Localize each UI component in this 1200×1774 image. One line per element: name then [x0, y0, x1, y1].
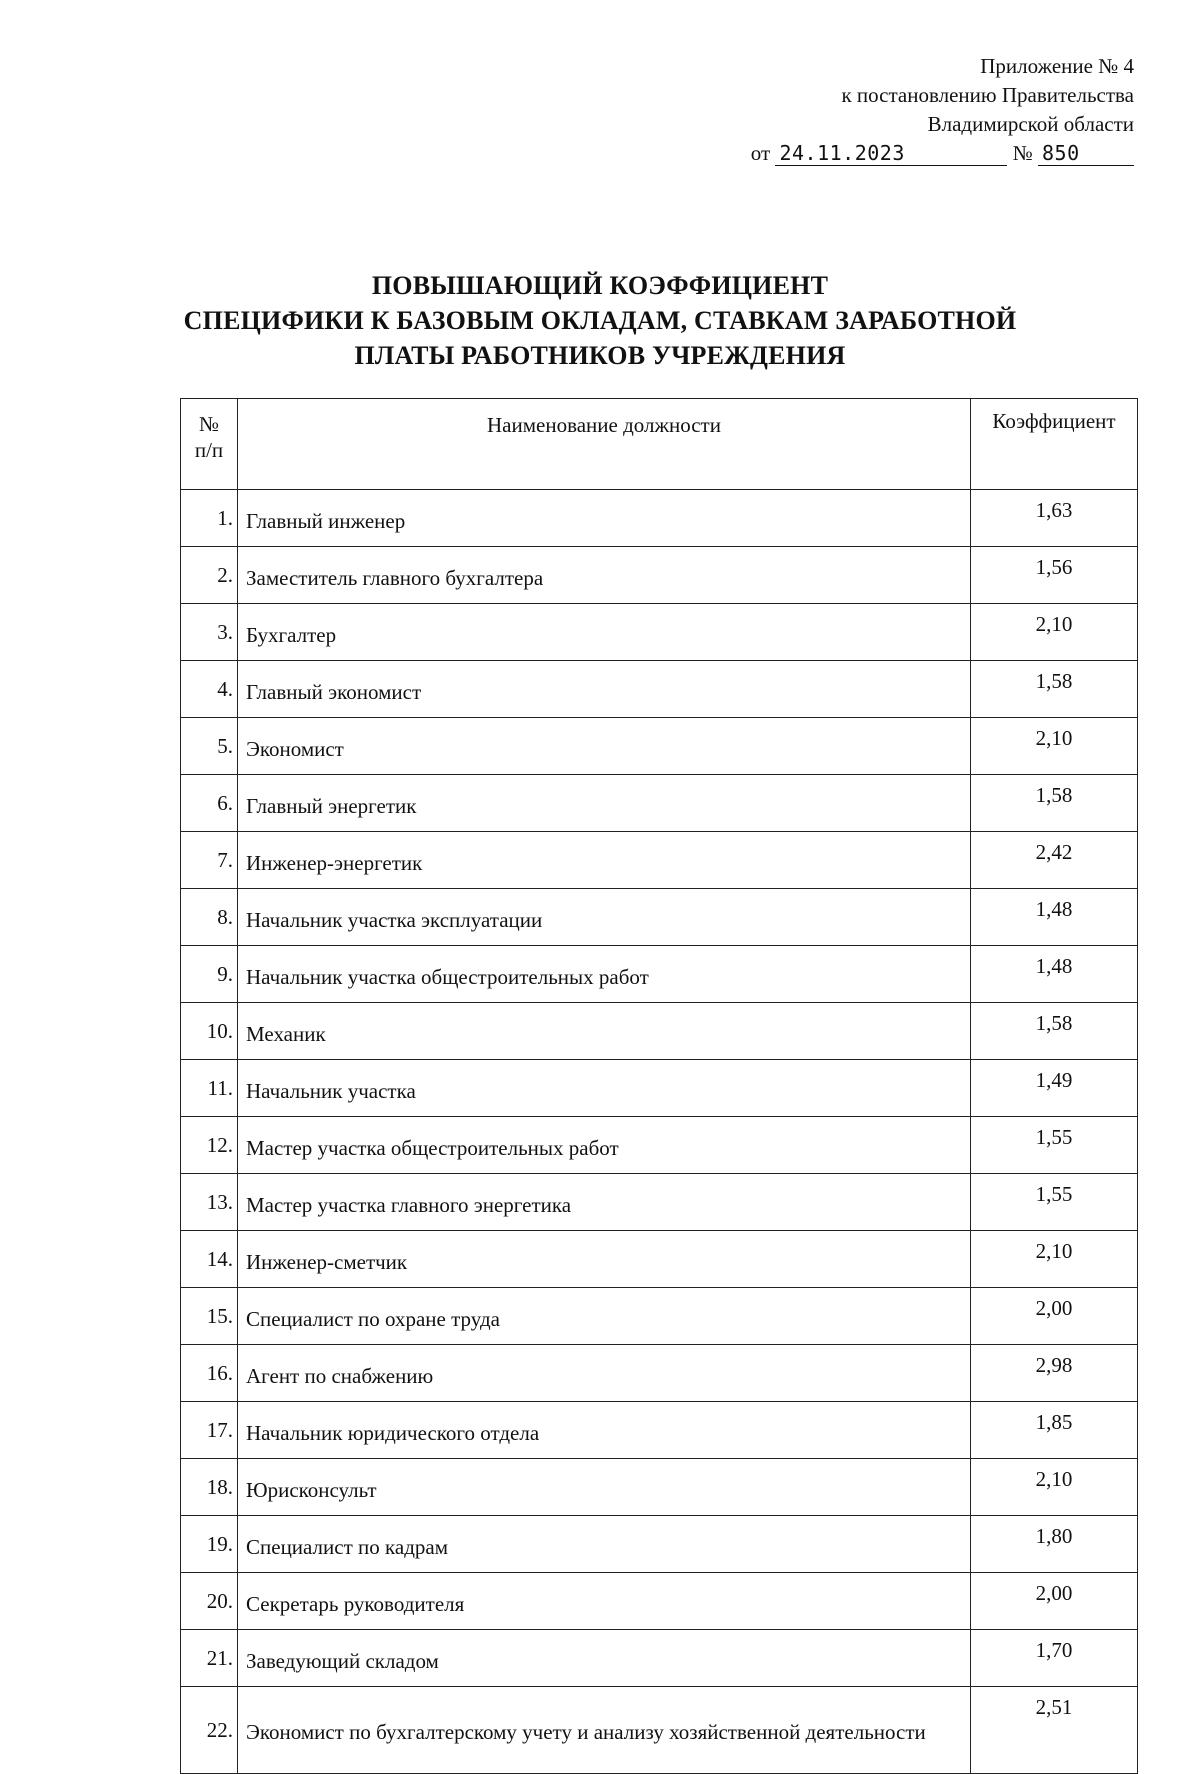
table-row	[181, 604, 1138, 661]
row-number: 5.	[181, 718, 238, 775]
date-prefix: от	[750, 141, 771, 165]
table-row	[181, 1573, 1138, 1630]
coefficient-value: 1,58	[971, 775, 1138, 832]
table-row	[181, 1003, 1138, 1060]
coefficient-value: 1,58	[971, 661, 1138, 718]
coefficient-value: 1,58	[971, 1003, 1138, 1060]
position-name: Специалист по кадрам	[238, 1516, 971, 1573]
attachment-line-2: к постановлению Правительства	[841, 83, 1134, 107]
coefficient-value: 2,42	[971, 832, 1138, 889]
coefficient-value: 2,00	[971, 1288, 1138, 1345]
row-number: 20.	[181, 1573, 238, 1630]
position-name: Начальник юридического отдела	[238, 1402, 971, 1459]
row-number: 19.	[181, 1516, 238, 1573]
table-row	[181, 1516, 1138, 1573]
position-name: Бухгалтер	[238, 604, 971, 661]
position-name: Инженер-сметчик	[238, 1231, 971, 1288]
coefficient-value: 1,49	[971, 1060, 1138, 1117]
position-name: Главный энергетик	[238, 775, 971, 832]
position-name: Главный инженер	[238, 490, 971, 547]
position-name: Механик	[238, 1003, 971, 1060]
table-row	[181, 1687, 1138, 1774]
row-number: 18.	[181, 1459, 238, 1516]
position-name: Агент по снабжению	[238, 1345, 971, 1402]
row-number: 11.	[181, 1060, 238, 1117]
title-line-3: ПЛАТЫ РАБОТНИКОВ УЧРЕЖДЕНИЯ	[354, 341, 846, 370]
position-name: Экономист	[238, 718, 971, 775]
table-row	[181, 1630, 1138, 1687]
column-header-number-line1: №	[198, 412, 220, 436]
position-name: Начальник участка эксплуатации	[238, 889, 971, 946]
row-number: 3.	[181, 604, 238, 661]
resolution-date-line	[751, 139, 1134, 168]
table-body	[181, 490, 1138, 1774]
table-row	[181, 661, 1138, 718]
table-row	[181, 490, 1138, 547]
coefficient-value: 2,98	[971, 1345, 1138, 1402]
position-name: Секретарь руководителя	[238, 1573, 971, 1630]
position-name: Главный экономист	[238, 661, 971, 718]
table-row	[181, 775, 1138, 832]
row-number: 17.	[181, 1402, 238, 1459]
row-number: 10.	[181, 1003, 238, 1060]
row-number: 12.	[181, 1117, 238, 1174]
resolution-date: 24.11.2023	[775, 141, 1007, 166]
position-name: Заместитель главного бухгалтера	[238, 547, 971, 604]
table-row	[181, 946, 1138, 1003]
coefficient-value: 1,80	[971, 1516, 1138, 1573]
table-row	[181, 1402, 1138, 1459]
coefficient-table	[180, 398, 1138, 1774]
title-line-2: СПЕЦИФИКИ К БАЗОВЫМ ОКЛАДАМ, СТАВКАМ ЗАРАБОТНОЙ	[183, 306, 1017, 335]
coefficient-value: 1,56	[971, 547, 1138, 604]
position-name: Начальник участка общестроительных работ	[238, 946, 971, 1003]
row-number: 21.	[181, 1630, 238, 1687]
table-row	[181, 889, 1138, 946]
coefficient-value: 1,55	[971, 1174, 1138, 1231]
number-prefix: №	[1012, 141, 1033, 165]
position-name: Инженер-энергетик	[238, 832, 971, 889]
row-number: 4.	[181, 661, 238, 718]
row-number: 2.	[181, 547, 238, 604]
row-number: 9.	[181, 946, 238, 1003]
position-name: Заведующий складом	[238, 1630, 971, 1687]
column-header-coefficient: Коэффициент	[971, 399, 1138, 490]
table-row	[181, 1174, 1138, 1231]
position-name: Начальник участка	[238, 1060, 971, 1117]
document-title	[0, 268, 1200, 373]
coefficient-value: 2,51	[971, 1687, 1138, 1774]
title-line-1: ПОВЫШАЮЩИЙ КОЭФФИЦИЕНТ	[371, 271, 829, 300]
row-number: 7.	[181, 832, 238, 889]
resolution-number: 850	[1038, 141, 1134, 166]
table-row	[181, 547, 1138, 604]
coefficient-value: 1,70	[971, 1630, 1138, 1687]
attachment-line-1: Приложение № 4	[980, 54, 1134, 78]
coefficient-value: 2,00	[971, 1573, 1138, 1630]
row-number: 6.	[181, 775, 238, 832]
position-name: Мастер участка главного энергетика	[238, 1174, 971, 1231]
coefficient-value: 2,10	[971, 718, 1138, 775]
position-name: Специалист по охране труда	[238, 1288, 971, 1345]
coefficient-value: 2,10	[971, 1231, 1138, 1288]
coefficient-value: 2,10	[971, 1459, 1138, 1516]
table-row	[181, 1345, 1138, 1402]
column-header-number-line2: п/п	[194, 438, 224, 462]
coefficient-value: 1,55	[971, 1117, 1138, 1174]
row-number: 8.	[181, 889, 238, 946]
column-header-position: Наименование должности	[238, 399, 971, 490]
coefficient-value: 1,48	[971, 889, 1138, 946]
table-header-row	[181, 399, 1138, 490]
row-number: 22.	[181, 1687, 238, 1774]
column-header-number	[181, 399, 238, 490]
coefficient-value: 1,63	[971, 490, 1138, 547]
row-number: 1.	[181, 490, 238, 547]
table-row	[181, 1288, 1138, 1345]
coefficient-value: 1,85	[971, 1402, 1138, 1459]
row-number: 16.	[181, 1345, 238, 1402]
attachment-header	[751, 52, 1134, 168]
row-number: 15.	[181, 1288, 238, 1345]
table-row	[181, 1231, 1138, 1288]
position-name: Экономист по бухгалтерскому учету и анализу хозяйственной деятельности	[238, 1687, 971, 1774]
table-row	[181, 832, 1138, 889]
row-number: 13.	[181, 1174, 238, 1231]
coefficient-value: 1,48	[971, 946, 1138, 1003]
table-row	[181, 718, 1138, 775]
table-row	[181, 1060, 1138, 1117]
attachment-line-3: Владимирской области	[927, 112, 1134, 136]
row-number: 14.	[181, 1231, 238, 1288]
position-name: Юрисконсульт	[238, 1459, 971, 1516]
coefficient-value: 2,10	[971, 604, 1138, 661]
table-row	[181, 1117, 1138, 1174]
position-name: Мастер участка общестроительных работ	[238, 1117, 971, 1174]
table-row	[181, 1459, 1138, 1516]
